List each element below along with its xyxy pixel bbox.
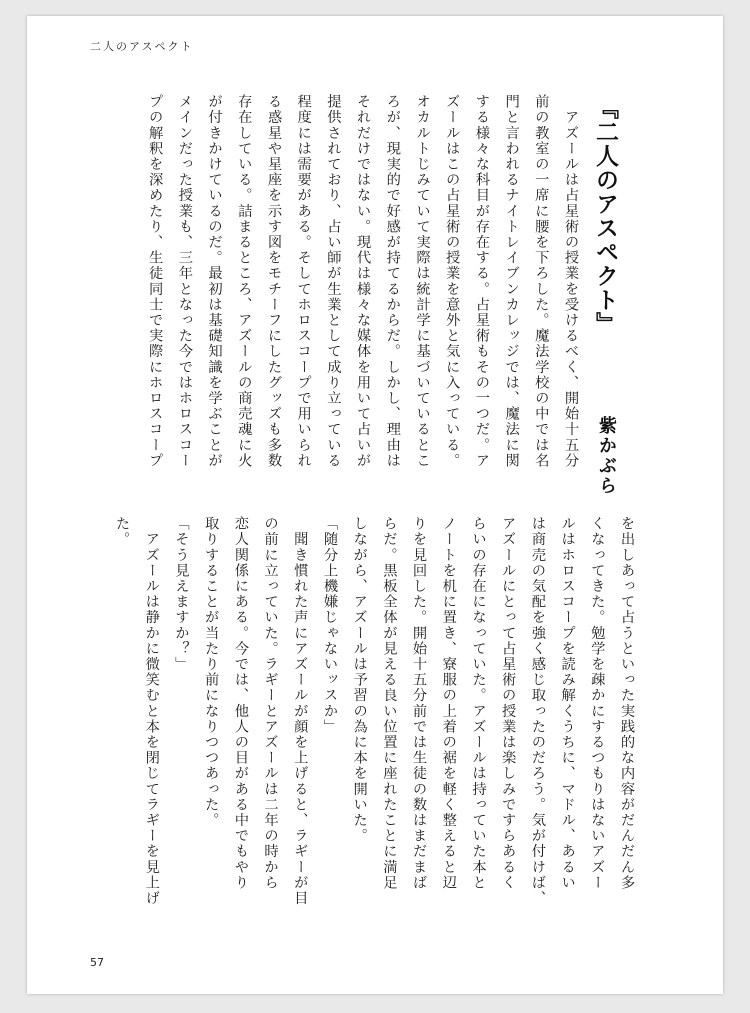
text-line: 恋人関係にある。今では、他人の目がある中でもやり (232, 516, 249, 891)
text-line: 存在している。詰まるところ、アズールの商売魂に火 (236, 94, 253, 469)
text-line: た。 (114, 516, 131, 548)
text-line: プの解釈を深めたり、生徒同士で実際にホロスコープ (147, 94, 164, 469)
text-line: らいの存在になっていた。アズールは持っていた本と (470, 516, 487, 891)
text-line: メインだった授業も、三年となった今ではホロスコー (176, 94, 193, 469)
body-text-lower (106, 516, 641, 943)
text-line: くなってきた。勉学を疎かにするつもりはないアズー (589, 516, 606, 891)
dialogue-line: 「そう見えますか？」 (173, 516, 190, 672)
text-line: アズールは静かに微笑むと本を閉じてラギーを見上げ (143, 516, 160, 906)
text-line: 門と言われるナイトレイブンカレッジでは、魔法に関 (503, 94, 520, 469)
text-line: アズールにとって占星術の授業は楽しみですらあるく (500, 516, 517, 891)
text-line: 程度には需要がある。そしてホロスコープで用いられ (295, 94, 312, 469)
story-title: 『二人のアスペクト』 (592, 96, 619, 336)
text-line: 聞き慣れた声にアズールが顔を上げると、ラギーが目 (292, 516, 309, 906)
text-line: る惑星や星座を示す図をモチーフにしたグッズも多数 (265, 94, 282, 469)
text-line: を出しあって占うといった実践的な内容がだんだん多 (619, 516, 635, 891)
book-page (27, 16, 723, 994)
text-line: りを見回した。開始十五分前では生徒の数はまだまば (411, 516, 428, 891)
dialogue-line: 「随分上機嫌じゃないッスか」 (321, 516, 338, 735)
text-line: が付きかけているのだ。最初は基礎知識を学ぶことが (206, 94, 223, 469)
text-line: らだ。黒板全体が見える良い位置に座れたことに満足 (381, 516, 398, 891)
text-line: ノートを机に置き、寮服の上着の裾を軽く整えると辺 (440, 516, 457, 891)
text-line: 取りすることが当たり前になりつつあった。 (203, 516, 220, 828)
text-line: ルはホロスコープを読み解くうちに、マドル、あるい (559, 516, 576, 891)
text-line: オカルトじみていて実際は統計学に基づいているとこ (414, 94, 431, 469)
text-line: アズールは占星術の授業を受けるべく、開始十五分 (563, 94, 579, 469)
text-line: 提供されており、占い師が生業として成り立っている (325, 94, 342, 469)
text-line: 前の教室の一席に腰を下ろした。魔法学校の中では名 (533, 94, 550, 469)
text-line: ズールはこの占星術の授業を意外と気に入っている。 (444, 94, 461, 469)
page-number: 57 (90, 956, 104, 969)
text-line: の前に立っていた。ラギーとアズールは二年の時から (262, 516, 279, 891)
author-name: 紫かぶら (596, 416, 617, 496)
text-line: は商売の気配を強く感じ取ったのだろう。気が付けば、 (529, 516, 546, 906)
running-header: 二人のアスペクト (90, 40, 194, 53)
text-line: ろが、現実的で好感が持てるからだ。しかし、理由は (384, 94, 401, 469)
text-line: それだけではない。現代は様々な媒体を用いて占いが (355, 94, 372, 469)
body-text-upper (139, 94, 585, 526)
text-line: する様々な科目が存在する。占星術もその一つだ。ア (473, 94, 490, 469)
text-line: しながら、アズールは予習の為に本を開いた。 (351, 516, 368, 844)
